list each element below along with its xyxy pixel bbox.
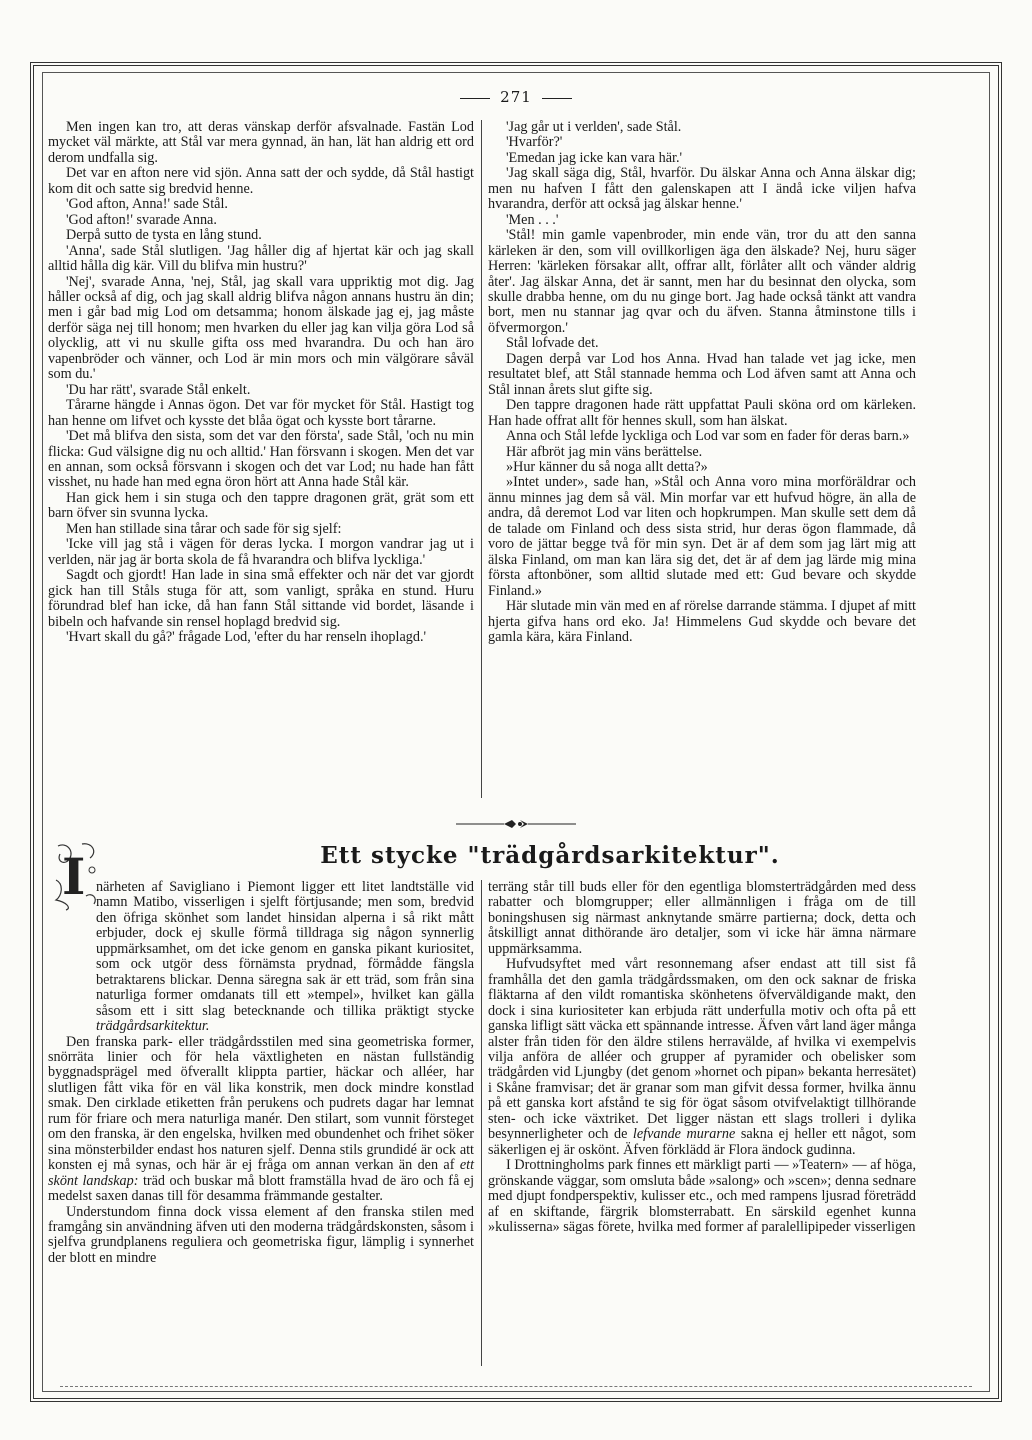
- column-divider-bottom: [481, 880, 482, 1366]
- paragraph-text: sakna ej heller ett något, som säkerligen ej är oskönt. Äfven förklädd är Flora ändock gudinna.: [488, 1126, 917, 1158]
- drop-cap-letter: I: [62, 847, 86, 906]
- column-divider-top: [481, 120, 482, 798]
- italic-term: ett skönt landskap:: [48, 1157, 475, 1189]
- paragraph-text: träd och buskar må blott framställa hvad de äro och få ej medelst saxen danas till för desamma främmande gestalter.: [48, 1172, 475, 1205]
- italic-term: lefvande murarne: [632, 1126, 736, 1143]
- story-paragraph: Stål lofvade det.: [506, 335, 599, 352]
- story-paragraph: 'Anna', sade Stål slutligen. 'Jag håller dig af hjertat kär och jag skall alltid hålla dig kär. Vill du blifva min hustru?': [48, 242, 474, 275]
- right-dash: [542, 98, 572, 99]
- story-paragraph: 'Stål! min gamle vapenbroder, min ende vän, tror du att den sanna kärleken är den, som vill ovillkorligen äga den älskade? Nej, huru säger Herren: 'kärleken försakar allt, offrar allt, förlåter allt och vänder aldrig åter'. Jag älskar Anna, det är sannt, men har du besinnat den olycka, som skulle drabba henne, om du nu ginge bort. Jag hade också tänkt att vandra bort, men nu stannar jag qvar och du äfven. Stanna åtminstone tills i öfvermorgon.': [488, 227, 916, 336]
- article-paragraph: [488, 957, 916, 1158]
- story-paragraph: 'Icke vill jag stå i vägen för deras lycka. I morgon vandrar jag ut i verlden, när jag är borta skola de få hvarandra och blifva lyckliga.': [48, 536, 474, 568]
- story-paragraph: Det var en afton nere vid sjön. Anna satt der och sydde, då Stål hastigt kom dit och satte sig bredvid henne.: [48, 165, 474, 197]
- story-paragraph: Han gick hem i sin stuga och den tappre dragonen grät, grät som ett barn öfver sin svunna lycka.: [48, 489, 474, 522]
- article-column-left: [48, 880, 474, 1266]
- page-number: 271: [500, 88, 532, 106]
- story-paragraph: 'Jag skall säga dig, Stål, hvarför. Du älskar Anna och Anna älskar dig; men nu hafven I fått den galenskapen att I ändå icke viljen hafva hvarandra, derför att också jag älskar henne.': [488, 165, 916, 213]
- story-paragraph: »Hur känner du så noga allt detta?»: [506, 458, 708, 475]
- article-paragraph: Understundom finna dock vissa element af den franska stilen med framgång sin användning äfven uti den moderna trädgårdskonsten, såsom i sjelfva grundplanens regulierа och geometriska figur, lämplig i synnerhet der blott en mindre: [48, 1203, 474, 1266]
- story-paragraph: 'Jag går ut i verlden', sade Stål.: [506, 119, 682, 135]
- article-paragraph: [48, 880, 474, 1035]
- story-paragraph: Tårarne hängde i Annas ögon. Det var för mycket för Stål. Hastigt tog han henne om lifvet och kysste det blåa ögat och kysste bort tårarne.: [48, 397, 474, 429]
- article-paragraph: I Drottningholms park finnes ett märkligt parti — »Teatern» — af höga, grönskande väggar, som omsluta både »salong» och »scen»; denna sednare med djupt fondperspektiv, kulisser etc., och med rampens ljusrad företrädd af en skiftande, färgrik blomsterrabatt. En särskild egenhet kunna »kulisserna» sägas förete, hvilka med former af paralellipipeder visserligen: [488, 1157, 916, 1235]
- story-paragraph: 'Emedan jag icke kan vara här.': [506, 149, 683, 166]
- story-paragraph: Sagdt och gjordt! Han lade in sina små effekter och när det var gjordt gick han till Ståls stuga för att, som vanligt, språka en stund. Huru förundrad blef han icke, då han fann Stål sittande vid bordet, läsande i bibeln och hafvande sin rensel hoplagd bredvid sig.: [48, 567, 474, 630]
- article-paragraph: [48, 1035, 474, 1205]
- story-paragraph: 'God afton!' svarade Anna.: [66, 211, 217, 228]
- story-paragraph: 'Det må blifva den sista, som det var den första', sade Stål, 'och nu min flicka: Gud välsigne dig nu och alltid.' Han försvann i skogen. Men det var en annan, som också försvann i skogen och det var Lod; nu hade han fått visshet, nu hade han med egna öron hört att Anna hade Stål kär.: [48, 428, 474, 491]
- story-paragraph: Dagen derpå var Lod hos Anna. Hvad han talade vet jag icke, men resultatet blef, att Stål stannade hemma och Lod äfven samt att Anna och Stål innan årets slut gifte sig.: [488, 350, 916, 398]
- article-paragraph: terräng står till buds eller för den egentliga blomsterträdgården med dess rabatter och blomgrupper; eller allmännligen i fråga om de till boningshusen sig närmast anknytande smärre partierna; dock, detta och åtskilligt annat dithörande äro detaljer, som vi icke här ämna närmare uppmärksamma.: [488, 879, 916, 957]
- story-paragraph: Men ingen kan tro, att deras vänskap derför afsvalnade. Fastän Lod mycket väl märkte, att Stål var mera gynnad, än han, lät han aldrig ett ord derom undfalla sig.: [48, 119, 474, 166]
- story-paragraph: 'Nej', svarade Anna, 'nej, Stål, jag skall vara uppriktig mot dig. Jag håller också af dig, och jag skall aldrig blifva någon annans hustru än din; men i går bad mig Lod om detsamma; honom älskade jag ej, jag måste derför säga nej till honom; men hvarken du eller jag kan vilja göra Lod så olycklig, att vi nu skulle gifta oss med hvarandra. Du och han äro vapenbröder och vänner, och Lod är min mors och min välgörare såväl som du.': [48, 273, 474, 383]
- page-number-header: [0, 88, 1032, 106]
- story-paragraph: »Intet under», sade han, »Stål och Anna voro mina morföräldrar och ännu minnes jag dem så väl. Min morfar var ett hufvud högre, än alla de andra, då deremot Lod var liten och hopkrumpen. Man skulle sett dem då de talade om Finland och dess sista strid, hur deras ögon flammade, då voro de jättar begge två för min syn. Det är af dem som jag lärt mig att älska Finland, om man kan lära sig det, det är af dem jag lärde mig mina första aftonböner, som alltid slutade med ett: Gud bevare och skydde Finland.»: [488, 474, 916, 599]
- story-column-left: [48, 120, 474, 645]
- story-paragraph: Anna och Stål lefde lyckliga och Lod var som en fader för deras barn.»: [506, 428, 910, 445]
- paragraph-text: närheten af Savigliano i Piemont ligger ett litet landtställe vid namn Matibo, visserligen i sjelft förtjusande; men som, bredvid den öfriga skönhet som landet hinsidan alperna i så rikt mått erbjuder, dock ej skulle förmå tilldraga sig någon synnerlig uppmärksamhet, om det icke genom en ganska pikant kuriositet, som ock utgör dess förnämsta prydnad, förmådde fängsla betraktarens blickar. Denna säregna sak är ett träd, som från sina naturliga former omdanats till ett »tempel», hvilket kan gälla såsom ett i sitt slag betecknande och tillika präktigt stycke: [96, 879, 474, 1019]
- paragraph-text: Den franska park- eller trädgårdsstilen med sina geometriska former, snörräta linier och för hela växtligheten en nästan fullständig byggnadsprägel med öfverallt klippta partier, häckar och alléer, har slutligen fått vika för en väl lika konstrik, men dock mindre konstlad smak. Den cirklade etiketten från perukens och pudrets dagar har lemnat rum för friare och mera naturliga manér. Den stilart, som vunnit försteget om den franska, är den engelska, hvilken med obundenhet och frihet söker sina mönsterbilder endast hos naturen sjelf. Denna stils grundidé är ock att konsten ej må synas, och här är ej fråga om annan verkan än den af: [48, 1033, 474, 1174]
- story-paragraph: Här slutade min vän med en af rörelse darrande stämma. I djupet af mitt hjerta gifva hans ord eko. Ja! Himmelens Gud skydde och bevare det gamla kära, kära Finland.: [488, 598, 916, 645]
- story-paragraph: 'Hvart skall du gå?' frågade Lod, 'efter du har renseln ihoplagd.': [66, 628, 427, 645]
- italic-term: trädgårdsarkitektur.: [96, 1018, 210, 1035]
- story-paragraph: 'Hvarför?': [506, 134, 563, 151]
- left-dash: [460, 98, 490, 99]
- story-column-right: [488, 120, 916, 645]
- article-title: Ett stycke "trädgårdsarkitektur".: [320, 842, 780, 869]
- story-paragraph: 'Men . . .': [506, 211, 559, 228]
- bottom-border-ornament: [60, 1386, 972, 1393]
- ornament-rule-icon: [456, 819, 576, 829]
- section-ornament: [0, 814, 1032, 833]
- story-paragraph: 'God afton, Anna!' sade Stål.: [66, 196, 228, 213]
- story-paragraph: Den tappre dragonen hade rätt uppfattat Pauli sköna ord om kärleken. Han hade offrat allt för hennes skull, som han älskat.: [488, 397, 916, 429]
- story-paragraph: Derpå sutto de tysta en lång stund.: [66, 227, 262, 244]
- story-paragraph: 'Du har rätt', svarade Stål enkelt.: [66, 381, 251, 398]
- paragraph-text: Hufvudsyftet med vårt resonnemang afser endast att till sist få framhålla det den gamla trädgårdssmaken, om den ock saknar de friska fläktarna af den vildt romantiska skönhetens öfverväldigande makt, den dock i sina kuriositeter kan erbjuda rätt underfulla motiv och ofta på ett ganska lifligt sätt väcka ett spännande intresse. Äfven vårt land äger många alster från tiden för den äldre stilens herravälde, af hvilka vi exempelvis vilja anföra de alléer och grupper af pyramider och obelisker som trädgården vid Ljungby (det genom »hornet och pipan» bekanta herresätet) i Skåne framvisar; det är granar som man gifvit dessa former, hvilka ännu på ett ganska kort afstånd te sig för ögat såsom otvifvelaktigt tillhörande sten- och icke växtriket. Det ligger nästan ett slags trolleri i dylika besynnerligheter och de: [488, 956, 916, 1143]
- story-paragraph: Men han stillade sina tårar och sade för sig sjelf:: [66, 520, 342, 537]
- article-column-right: [488, 880, 916, 1235]
- story-paragraph: Här afbröt jag min väns berättelse.: [506, 443, 703, 460]
